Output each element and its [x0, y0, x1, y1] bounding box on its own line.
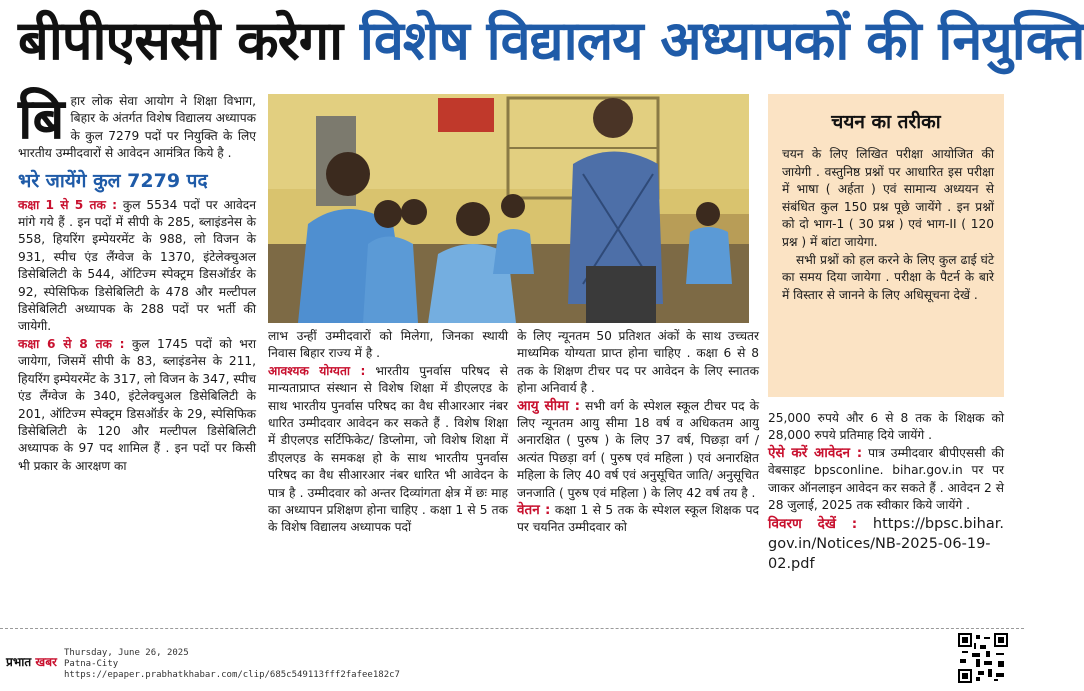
residence-paragraph: लाभ उन्हीं उम्मीदवारों को मिलेगा, जिनका स्थायी निवास बिहार राज्य में है .: [268, 329, 508, 361]
intro-text: हार लोक सेवा आयोग ने शिक्षा विभाग, बिहार के अंतर्गत विशेष विद्यालय अध्यापक के कुल 7279 पदों पर नियुक्ति के लिए भारतीय उम्मीदवारों से आवेदन आमंत्रित किये है .: [18, 94, 256, 161]
class-6-8-text: कुल 1745 पदों को भरा जायेगा, जिसमें सीपी के 83, ब्लाइंडनेस के 211, हियरिंग इम्पेयरमेंट के 317, लो विजन के 347, स्पीच एंड लैंग्वेज के 340, इंटेलेक्चुअल डिसेबिलिटी के 201, ऑटिज्म स्पेक्ट्रम डिसऑर्डर के 29, स्पेसिफिक डिसेबिलिटी के 120 और मल्टीपल डिसेबिलिटी अध्यापक के 97 पद शामिल हैं . इन पदों पर किसी भी प्रकार के आरक्षण का: [18, 336, 256, 473]
publish-date: Thursday, June 26, 2025: [64, 648, 189, 658]
class-6-8-label: कक्षा 6 से 8 तक :: [18, 336, 125, 351]
age-limit-text: सभी वर्ग के स्पेशल स्कूल टीचर पद के लिए न्यूनतम आयु सीमा 18 वर्ष व अधिकतम आयु अनारक्षित ( पुरुष ) के लिए 37 वर्ष, पिछड़ा वर्ग / अत्यंत पिछड़ा वर्ग ( पुरुष एवं महिला ) एवं अनारक्षित महिला के लिए 40 वर्ष एवं अनुसूचित जाति/ अनुसूचित जनजाति ( पुरुष एवं महिला ) के लिए 42 वर्ष तय है .: [517, 398, 759, 500]
headline-part-2: विशेष विद्यालय अध्यापकों की नियुक्ति: [359, 9, 1084, 72]
qualification-paragraph: [268, 363, 508, 537]
edition-name: Patna-City: [64, 659, 119, 669]
selection-process-title: चयन का तरीका: [831, 111, 941, 133]
salary-paragraph: [517, 502, 759, 537]
class-1-5-label: कक्षा 1 से 5 तक :: [18, 197, 117, 212]
logo-part-1: प्रभात: [6, 655, 36, 669]
class-1-5-paragraph: [18, 197, 256, 336]
class-6-8-paragraph: [18, 336, 256, 475]
age-limit-paragraph: [517, 398, 759, 502]
selection-time-paragraph: सभी प्रश्नों को हल करने के लिए कुल ढाई घंटे का समय दिया जायेगा . परीक्षा के पैटर्न के बारे में विस्तार से जानने के लिए अधिसूचना देखें .: [782, 252, 994, 302]
clip-url[interactable]: https://epaper.prabhatkhabar.com/clip/685c549113fff2fafee182c7: [64, 670, 400, 680]
apply-paragraph: [768, 445, 1004, 515]
headline-part-1: बीपीएससी करेगा: [18, 9, 360, 72]
classroom-photo-illustration: [268, 94, 749, 323]
apply-text: पात्र उम्मीदवार बीपीएससी की वेबसाइट bpsconline. bihar.gov.in पर पर जाकर ऑनलाइन आवेदन कर सकते हैं . आवेदन 2 से 28 जुलाई, 2025 तक स्वीकार किये जायेंगे .: [768, 445, 1005, 513]
article-column-4: [768, 410, 1004, 623]
article-column-1: [18, 87, 256, 623]
intro-paragraph: [18, 87, 256, 163]
headline: [18, 6, 1084, 76]
salary-continued: 25,000 रुपये और 6 से 8 तक के शिक्षक को 28,000 रुपये प्रतिमाह दिये जायेंगे .: [768, 411, 1004, 443]
apply-label: ऐसे करें आवेदन :: [768, 444, 863, 461]
selection-process-body: [782, 146, 994, 304]
qr-code-icon[interactable]: [958, 633, 1008, 683]
details-link[interactable]: https://bpsc.bihar. gov.in/Notices/NB-2025-06-19-02.pdf: [768, 516, 1004, 573]
details-paragraph: [768, 514, 1004, 574]
selection-process-box: [768, 94, 1004, 397]
clip-metadata: [64, 648, 400, 681]
class-1-5-text: कुल 5534 पदों पर आवेदन मांगे गये हैं . इन पदों में सीपी के 285, ब्लाइंडनेस के 558, हियरिंग इम्पेयरमेंट के 988, लो विजन के 931, स्पीच एंड लैंग्वेज के 1370, इंटेलेक्चुअल डिसेबिलिटी के 544, ऑटिज्म स्पेक्ट्रम डिसऑर्डर के 92, स्पेसिफिक डिसेबिलिटी के 478 और मल्टीपल डिसेबिलिटी अध्यापक के 288 पदों पर भर्ती की जायेगी.: [18, 197, 256, 334]
qualification-label: आवश्यक योग्यता :: [268, 363, 366, 378]
qualification-text: भारतीय पुनर्वास परिषद से मान्यताप्राप्त संस्थान से विशेष शिक्षा में डीएलएड के साथ भारतीय पुनर्वास परिषद का वैध सीआरआर नंबर धारित उम्मीदवार आवेदन कर सकते हैं . विशेष शिक्षा में डीएलएड सर्टिफिकेट/ डिप्लोमा, जो विशेष शिक्षा में डीएलएड के समकक्ष हो के साथ भारतीय पुनर्वास परिषद का वैध सीआरआर नंबर धारित भी आवेदन के पात्र है . उम्मीदवार को अन्तर दिव्यांगता क्षेत्र में छः माह का अध्यापन प्रशिक्षण होना चाहिए . कक्षा 1 से 5 तक के विशेष विद्यालय अध्यापक पदों: [268, 363, 508, 535]
logo-part-2: खबर: [35, 655, 57, 669]
qualification-continued: के लिए न्यूनतम 50 प्रतिशत अंकों के साथ उच्चतर माध्यमिक योग्यता प्राप्त होना चाहिए . कक्षा 6 से 8 तक के शिक्षण टीचर पद पर आवेदन के लिए स्नातक होना अनिवार्य है .: [517, 329, 759, 396]
article-column-3: [517, 328, 759, 623]
drop-cap: बि: [18, 87, 65, 152]
details-label: विवरण देखें :: [768, 516, 858, 533]
age-limit-label: आयु सीमा :: [517, 397, 581, 414]
salary-label: वेतन :: [517, 502, 551, 519]
classroom-photo: [268, 94, 749, 323]
newspaper-logo: [6, 653, 57, 670]
posts-subhead: भरे जायेंगे कुल 7279 पद: [18, 169, 208, 192]
article-column-2: [268, 328, 508, 623]
footer-divider: [0, 628, 1024, 629]
salary-text: कक्षा 1 से 5 तक के स्पेशल स्कूल शिक्षक पद पर चयनित उम्मीदवार को: [517, 503, 759, 535]
selection-exam-paragraph: चयन के लिए लिखित परीक्षा आयोजित की जायेगी . वस्तुनिष्ठ प्रश्नों पर आधारित इस परीक्षा में भाषा ( अर्हता ) एवं सामान्य अध्ययन से संबंधित कुल 150 प्रश्न पूछे जायेंगे . इन प्रश्नों को दो भाग-1 ( 30 प्रश्न ) एवं भाग-II ( 120 प्रश्न ) में बांटा जायेगा.: [782, 147, 994, 249]
